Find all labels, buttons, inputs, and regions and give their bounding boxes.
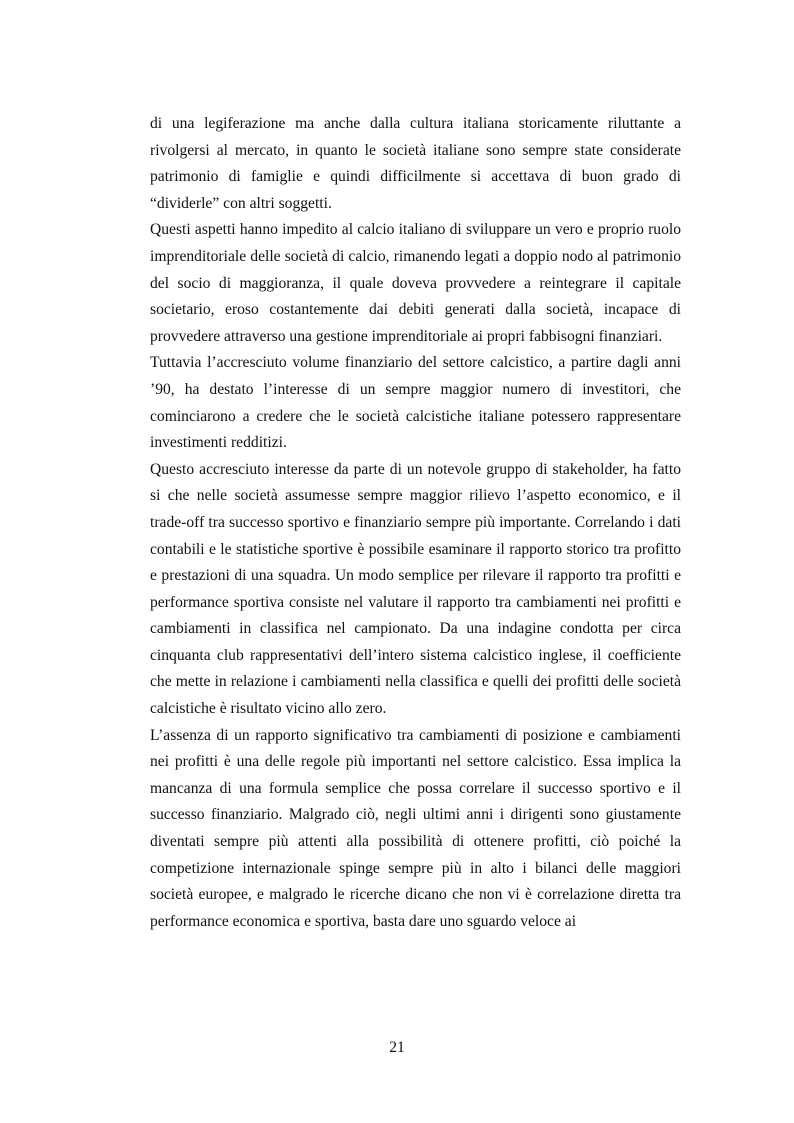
page-number: 21 bbox=[389, 1039, 405, 1056]
page-body bbox=[150, 111, 681, 935]
paragraph-3: Tuttavia l’accresciuto volume finanziario del settore calcistico, a partire dagli anni ’90, ha destato l’interesse di un sempre maggior numero di investitori, che cominciarono a credere che le società calcistiche italiane potessero rappresentare investimenti redditizi. bbox=[150, 354, 681, 452]
paragraph-4: Questo accresciuto interesse da parte di un notevole gruppo di stakeholder, ha fatto si che nelle società assumesse sempre maggior rilievo l’aspetto economico, e il trade-off tra successo sportivo e finanziario sempre più importante. Correlando i dati contabili e le statistiche sportive è possibile esaminare il rapporto storico tra profitto e prestazioni di una squadra. Un modo semplice per rilevare il rapporto tra profitti e performance sportiva consiste nel valutare il rapporto tra cambiamenti nei profitti e cambiamenti in classifica nel campionato. Da una indagine condotta per circa cinquanta club rappresentativi dell’intero sistema calcistico inglese, il coefficiente che mette in relazione i cambiamenti nella classifica e quelli dei profitti delle società calcistiche è risultato vicino allo zero. bbox=[150, 460, 681, 718]
paragraph-1: di una legiferazione ma anche dalla cultura italiana storicamente riluttante a rivolgersi al mercato, in quanto le società italiane sono sempre state considerate patrimonio di famiglie e quindi difficilmente si accettava di buon grado di “dividerle” con altri soggetti. bbox=[150, 115, 681, 212]
paragraph-2: Questi aspetti hanno impedito al calcio italiano di sviluppare un vero e proprio ruolo imprenditoriale delle società di calcio, rimanendo legati a doppio nodo al patrimonio del socio di maggioranza, il quale doveva provvedere a reintegrare il capitale societario, eroso costantemente dai debiti generati dalla società, incapace di provvedere attraverso una gestione imprenditoriale ai propri fabbisogni finanziari. bbox=[150, 221, 681, 345]
paragraph-5: L’assenza di un rapporto significativo tra cambiamenti di posizione e cambiamenti nei profitti è una delle regole più importanti nel settore calcistico. Essa implica la mancanza di una formula semplice che possa correlare il successo sportivo e il successo finanziario. Malgrado ciò, negli ultimi anni i dirigenti sono giustamente diventati sempre più attenti alla possibilità di ottenere profitti, ciò poiché la competizione internazionale spinge sempre più in alto i bilanci delle maggiori società europee, e malgrado le ricerche dicano che non vi è correlazione diretta tra performance economica e sportiva, basta dare uno sguardo veloce ai bbox=[150, 726, 681, 930]
